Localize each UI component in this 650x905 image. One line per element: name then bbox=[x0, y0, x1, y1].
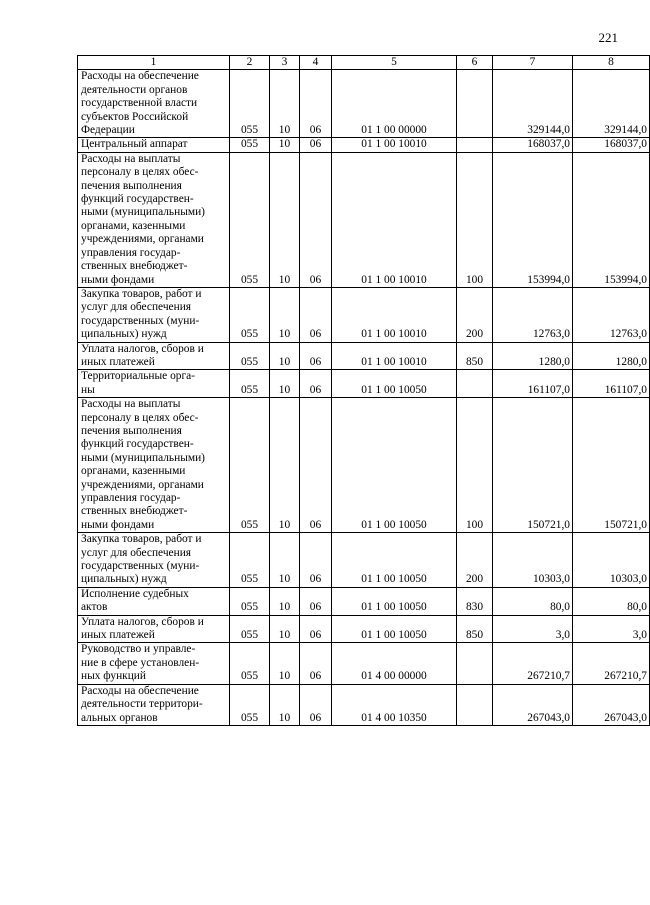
table-row bbox=[78, 342, 650, 370]
table-row bbox=[78, 70, 650, 138]
header-cell: 5 bbox=[332, 56, 457, 70]
amount-year-2: 150721,0 bbox=[573, 398, 650, 533]
header-cell: 2 bbox=[230, 56, 270, 70]
amount-year-1: 267210,7 bbox=[493, 643, 573, 684]
target-article-code: 01 4 00 00000 bbox=[332, 643, 457, 684]
amount-year-1: 329144,0 bbox=[493, 70, 573, 138]
subsection-code: 06 bbox=[300, 287, 332, 342]
amount-year-2: 168037,0 bbox=[573, 138, 650, 152]
target-article-code: 01 1 00 00000 bbox=[332, 70, 457, 138]
subsection-code: 06 bbox=[300, 70, 332, 138]
section-code: 10 bbox=[270, 398, 300, 533]
table-row bbox=[78, 287, 650, 342]
expense-type-code bbox=[457, 70, 493, 138]
subsection-code: 06 bbox=[300, 398, 332, 533]
subsection-code: 06 bbox=[300, 138, 332, 152]
row-description: Территориальные орга- ны bbox=[78, 370, 230, 398]
expense-type-code: 100 bbox=[457, 398, 493, 533]
row-description: Центральный аппарат bbox=[78, 138, 230, 152]
row-description: Расходы на обеспечение деятельности территори- альных органов bbox=[78, 684, 230, 725]
row-description: Руководство и управле- ние в сфере установлен- ных функций bbox=[78, 643, 230, 684]
target-article-code: 01 1 00 10050 bbox=[332, 533, 457, 588]
table-row bbox=[78, 138, 650, 152]
ministry-code: 055 bbox=[230, 152, 270, 287]
section-code: 10 bbox=[270, 370, 300, 398]
section-code: 10 bbox=[270, 138, 300, 152]
table-row bbox=[78, 587, 650, 615]
amount-year-2: 1280,0 bbox=[573, 342, 650, 370]
ministry-code: 055 bbox=[230, 138, 270, 152]
subsection-code: 06 bbox=[300, 643, 332, 684]
target-article-code: 01 1 00 10010 bbox=[332, 342, 457, 370]
amount-year-1: 80,0 bbox=[493, 587, 573, 615]
section-code: 10 bbox=[270, 587, 300, 615]
target-article-code: 01 1 00 10050 bbox=[332, 587, 457, 615]
subsection-code: 06 bbox=[300, 152, 332, 287]
target-article-code: 01 1 00 10010 bbox=[332, 152, 457, 287]
ministry-code: 055 bbox=[230, 370, 270, 398]
expense-type-code: 850 bbox=[457, 615, 493, 643]
expense-type-code bbox=[457, 643, 493, 684]
amount-year-2: 267043,0 bbox=[573, 684, 650, 725]
expense-type-code: 830 bbox=[457, 587, 493, 615]
amount-year-2: 267210,7 bbox=[573, 643, 650, 684]
header-cell: 7 bbox=[493, 56, 573, 70]
section-code: 10 bbox=[270, 287, 300, 342]
row-description: Расходы на обеспечение деятельности органов государственной власти субъектов Российской Федерации bbox=[78, 70, 230, 138]
header-cell: 6 bbox=[457, 56, 493, 70]
target-article-code: 01 1 00 10010 bbox=[332, 287, 457, 342]
amount-year-1: 3,0 bbox=[493, 615, 573, 643]
ministry-code: 055 bbox=[230, 287, 270, 342]
row-description: Закупка товаров, работ и услуг для обеспечения государственных (муни- ципальных) нужд bbox=[78, 287, 230, 342]
target-article-code: 01 1 00 10010 bbox=[332, 138, 457, 152]
row-description: Расходы на выплаты персоналу в целях обес- печения выполнения функций государствен- ными (муниципальными) органами, казенными учреждениями, органами управления государ- ственных внебюджет- ными фондами bbox=[78, 152, 230, 287]
header-cell: 3 bbox=[270, 56, 300, 70]
ministry-code: 055 bbox=[230, 615, 270, 643]
table-row bbox=[78, 398, 650, 533]
subsection-code: 06 bbox=[300, 615, 332, 643]
row-description: Расходы на выплаты персоналу в целях обес- печения выполнения функций государствен- ными (муниципальными) органами, казенными учреждениями, органами управления государ- ственных внебюджет- ными фондами bbox=[78, 398, 230, 533]
subsection-code: 06 bbox=[300, 533, 332, 588]
amount-year-1: 267043,0 bbox=[493, 684, 573, 725]
header-cell: 1 bbox=[78, 56, 230, 70]
target-article-code: 01 4 00 10350 bbox=[332, 684, 457, 725]
header-cell: 8 bbox=[573, 56, 650, 70]
ministry-code: 055 bbox=[230, 684, 270, 725]
amount-year-2: 80,0 bbox=[573, 587, 650, 615]
section-code: 10 bbox=[270, 342, 300, 370]
target-article-code: 01 1 00 10050 bbox=[332, 370, 457, 398]
page-number: 221 bbox=[598, 30, 618, 45]
table-row bbox=[78, 615, 650, 643]
section-code: 10 bbox=[270, 615, 300, 643]
amount-year-2: 329144,0 bbox=[573, 70, 650, 138]
row-description: Закупка товаров, работ и услуг для обеспечения государственных (муни- ципальных) нужд bbox=[78, 533, 230, 588]
expense-type-code bbox=[457, 138, 493, 152]
table-row bbox=[78, 370, 650, 398]
amount-year-2: 153994,0 bbox=[573, 152, 650, 287]
target-article-code: 01 1 00 10050 bbox=[332, 615, 457, 643]
amount-year-1: 153994,0 bbox=[493, 152, 573, 287]
row-description: Исполнение судебных актов bbox=[78, 587, 230, 615]
table-row bbox=[78, 533, 650, 588]
amount-year-1: 150721,0 bbox=[493, 398, 573, 533]
section-code: 10 bbox=[270, 643, 300, 684]
table-row bbox=[78, 684, 650, 725]
expense-type-code bbox=[457, 370, 493, 398]
section-code: 10 bbox=[270, 684, 300, 725]
subsection-code: 06 bbox=[300, 342, 332, 370]
subsection-code: 06 bbox=[300, 587, 332, 615]
section-code: 10 bbox=[270, 152, 300, 287]
ministry-code: 055 bbox=[230, 643, 270, 684]
table-row bbox=[78, 152, 650, 287]
amount-year-1: 161107,0 bbox=[493, 370, 573, 398]
ministry-code: 055 bbox=[230, 70, 270, 138]
row-description: Уплата налогов, сборов и иных платежей bbox=[78, 615, 230, 643]
amount-year-2: 161107,0 bbox=[573, 370, 650, 398]
amount-year-2: 12763,0 bbox=[573, 287, 650, 342]
section-code: 10 bbox=[270, 533, 300, 588]
expense-type-code: 200 bbox=[457, 533, 493, 588]
ministry-code: 055 bbox=[230, 587, 270, 615]
header-cell: 4 bbox=[300, 56, 332, 70]
expense-type-code bbox=[457, 684, 493, 725]
amount-year-1: 1280,0 bbox=[493, 342, 573, 370]
header-row bbox=[78, 56, 650, 70]
expense-type-code: 200 bbox=[457, 287, 493, 342]
amount-year-2: 10303,0 bbox=[573, 533, 650, 588]
expense-type-code: 100 bbox=[457, 152, 493, 287]
amount-year-2: 3,0 bbox=[573, 615, 650, 643]
amount-year-1: 168037,0 bbox=[493, 138, 573, 152]
amount-year-1: 10303,0 bbox=[493, 533, 573, 588]
target-article-code: 01 1 00 10050 bbox=[332, 398, 457, 533]
row-description: Уплата налогов, сборов и иных платежей bbox=[78, 342, 230, 370]
ministry-code: 055 bbox=[230, 533, 270, 588]
budget-table bbox=[77, 55, 650, 726]
subsection-code: 06 bbox=[300, 370, 332, 398]
ministry-code: 055 bbox=[230, 398, 270, 533]
section-code: 10 bbox=[270, 70, 300, 138]
subsection-code: 06 bbox=[300, 684, 332, 725]
ministry-code: 055 bbox=[230, 342, 270, 370]
table-row bbox=[78, 643, 650, 684]
expense-type-code: 850 bbox=[457, 342, 493, 370]
amount-year-1: 12763,0 bbox=[493, 287, 573, 342]
